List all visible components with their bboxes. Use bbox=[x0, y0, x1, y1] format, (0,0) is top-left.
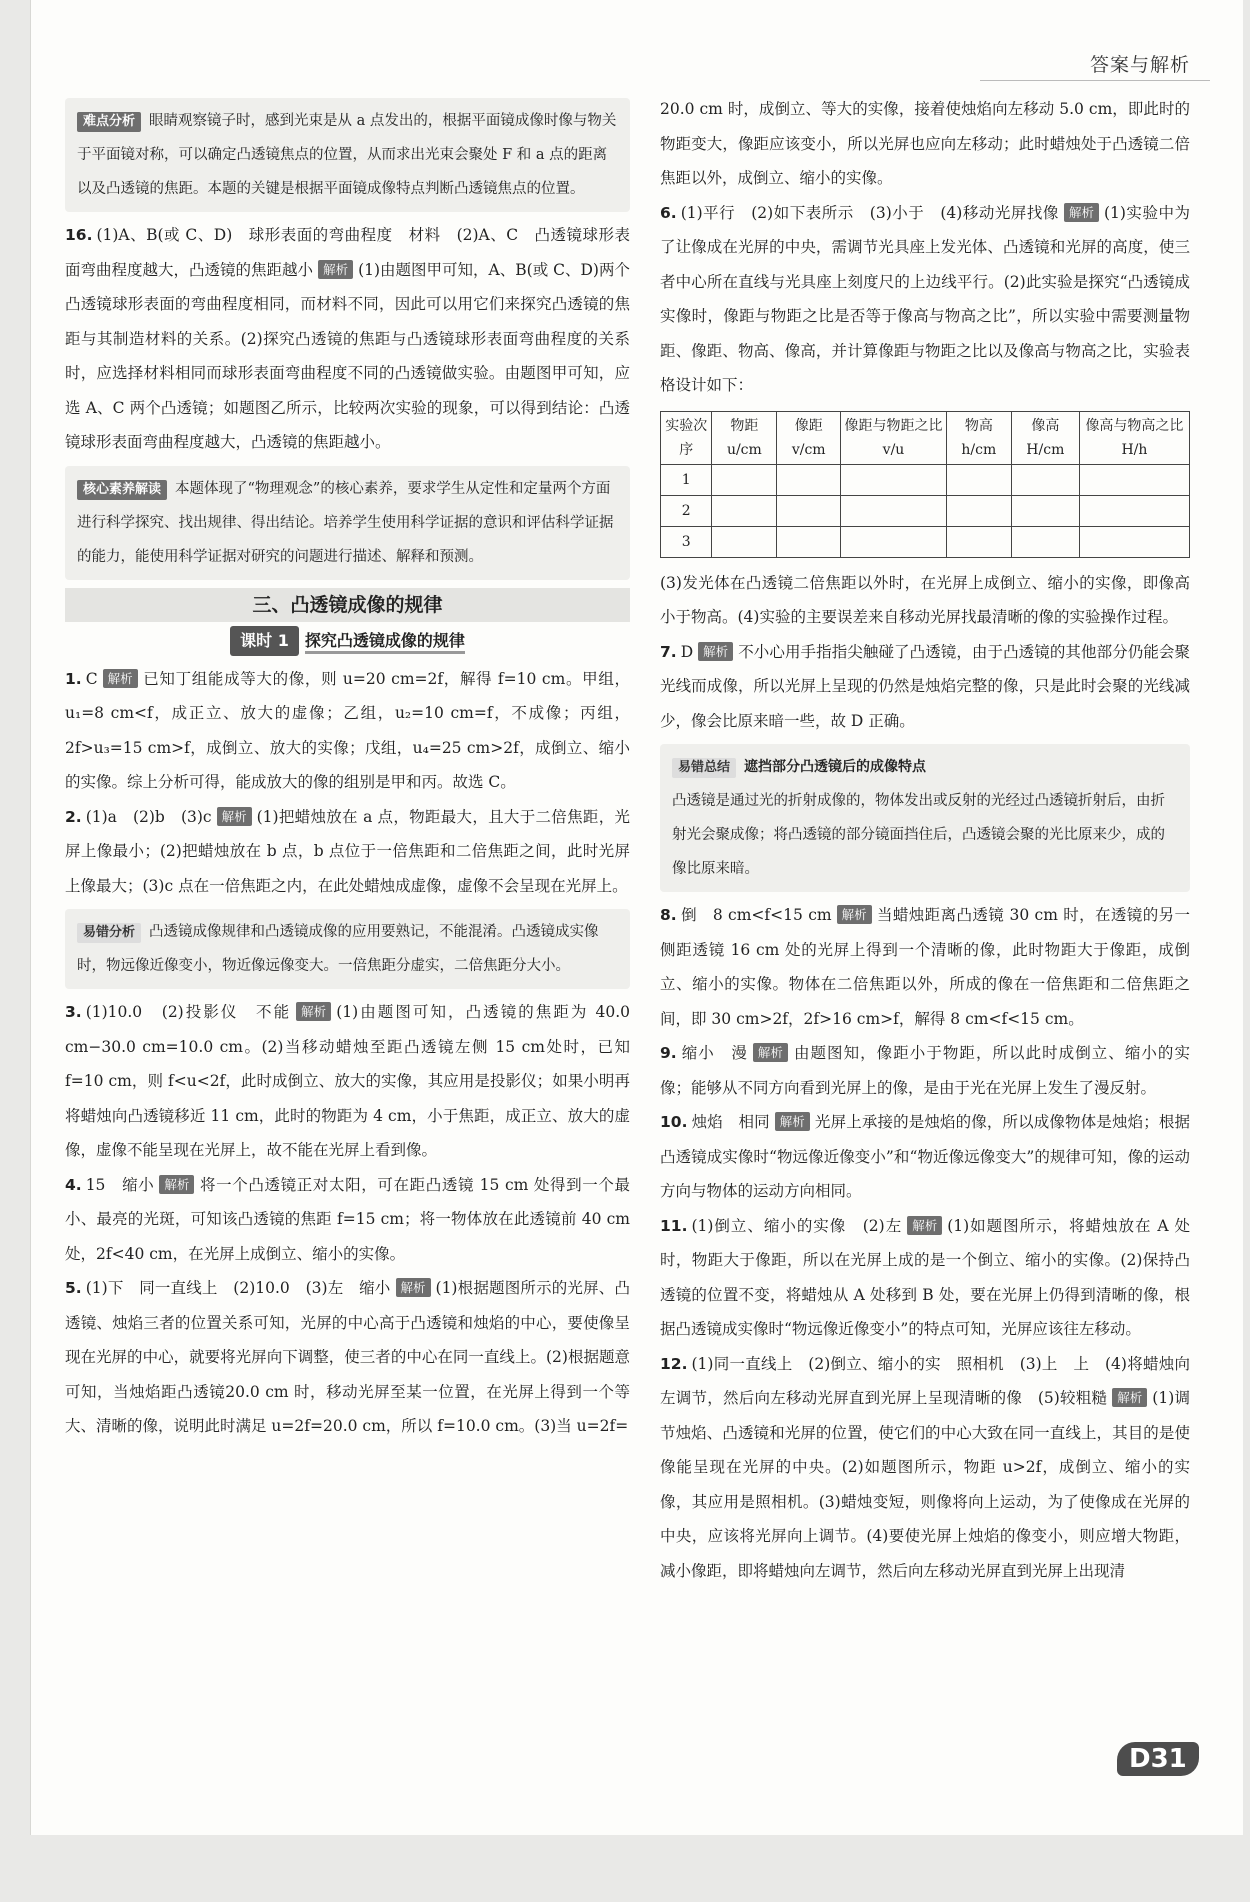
question-number: 16. bbox=[65, 226, 93, 244]
question-number: 8. bbox=[660, 906, 677, 924]
table-header-cell: 像高与物高之比 H/h bbox=[1079, 411, 1189, 464]
question-number: 11. bbox=[660, 1216, 688, 1235]
core-literacy-label: 核心素养解读 bbox=[77, 480, 167, 500]
question-9 bbox=[660, 1036, 1190, 1105]
table-cell bbox=[1079, 495, 1189, 526]
question-answer: 缩小 漫 bbox=[680, 1044, 748, 1062]
lesson-title: 探究凸透镜成像的规律 bbox=[305, 631, 465, 654]
table-cell bbox=[712, 464, 777, 495]
lesson-heading bbox=[65, 626, 630, 656]
table-cell bbox=[712, 495, 777, 526]
question-analysis: (1)由题图甲可知，A、B(或 C、D)两个凸透镜球形表面的弯曲程度相同，而材料不同，因此可以用它们来探究凸透镜的焦距与其制造材料的关系。(2)探究凸透镜的焦距与凸透镜球形表面弯曲程度的关系时，应选择材料相同而球形表面弯曲程度不同的凸透镜做实验。由题图甲可知，应选 A、C 两个凸透镜；如题图乙所示，比较两次实验的现象，可以得到结论：凸透镜球形表面弯曲程度越大，凸透镜的焦距越小。 bbox=[65, 260, 630, 451]
question-number: 10. bbox=[660, 1113, 688, 1131]
core-literacy-box bbox=[65, 466, 630, 580]
table-cell bbox=[712, 526, 777, 557]
analysis-tag: 解析 bbox=[907, 1216, 942, 1235]
table-cell bbox=[777, 526, 841, 557]
question-analysis: 当蜡烛距离凸透镜 30 cm 时，在透镜的另一侧距透镜 16 cm 处的光屏上得到一个清晰的像，此时物距大于像距，成倒立、缩小的实像。物体在二倍焦距以外，所成的像在一倍焦距和二倍焦距之间，即 30 cm>2f，2f>16 cm>f，解得 8 cm<f<15 cm。 bbox=[660, 906, 1190, 1028]
question-analysis: 光屏上承接的是烛焰的像，所以成像物体是烛焰；根据凸透镜成实像时“物远像近像变小”和“物近像远像变大”的规律可知，像的运动方向与物体的运动方向相同。 bbox=[660, 1113, 1190, 1200]
page-number: D31 bbox=[1117, 1742, 1199, 1776]
question-7 bbox=[660, 635, 1190, 739]
table-cell bbox=[841, 495, 947, 526]
lesson-tag: 课时 1 bbox=[230, 626, 299, 656]
table-cell bbox=[841, 526, 947, 557]
question-6-analysis-continued: (3)发光体在凸透镜二倍焦距以外时，在光屏上成倒立、缩小的实像，即像高小于物高。(4)实验的主要误差来自移动光屏找最清晰的像的实验操作过程。 bbox=[660, 573, 1190, 626]
error-summary-box bbox=[660, 744, 1190, 892]
analysis-tag: 解析 bbox=[296, 1002, 331, 1021]
table-cell bbox=[1011, 526, 1079, 557]
analysis-tag: 解析 bbox=[396, 1278, 431, 1297]
difficulty-analysis-box bbox=[65, 98, 630, 212]
question-analysis: 不小心用手指指尖触碰了凸透镜，由于凸透镜的其他部分仍能会聚光线而成像，所以光屏上呈现的仍然是烛焰完整的像，只是此时会聚的光线减少，像会比原来暗一些，故 D 正确。 bbox=[660, 642, 1190, 730]
analysis-tag: 解析 bbox=[159, 1175, 194, 1194]
table-cell bbox=[946, 526, 1011, 557]
right-column bbox=[660, 92, 1190, 1588]
table-header-cell: 像高 H/cm bbox=[1011, 411, 1079, 464]
question-answer: (1)10.0 (2)投影仪 不能 bbox=[85, 1003, 292, 1021]
question-answer: (1)平行 (2)如下表所示 (3)小于 (4)移动光屏找像 bbox=[680, 203, 1059, 222]
question-analysis: (1)如题图所示，将蜡烛放在 A 处时，物距大于像距，所以在光屏上成的是一个倒立、缩小的实像。(2)保持凸透镜的位置不变，将蜡烛从 A 处移到 B 处，要在光屏上仍得到清晰的像，根据凸透镜成实像时“物远像近像变小”的特点可知，光屏应该往左移动。 bbox=[660, 1216, 1190, 1338]
table-header-cell: 像距 v/cm bbox=[777, 411, 841, 464]
error-summary-label: 易错总结 bbox=[672, 758, 736, 778]
question-number: 6. bbox=[660, 203, 677, 222]
question-number: 4. bbox=[65, 1175, 82, 1194]
question-answer: (1)同一直线上 (2)倒立、缩小的实 照相机 (3)上 上 (4)将蜡烛向左调节，然后向左移动光屏直到光屏上呈现清晰的像 (5)较粗糙 bbox=[660, 1354, 1190, 1407]
question-answer: (1)A、B(或 C、D) 球形表面的弯曲程度 材料 (2)A、C 凸透镜球形表面弯曲程度越大，凸透镜的焦距越小 bbox=[65, 226, 630, 279]
analysis-tag: 解析 bbox=[217, 807, 252, 826]
table-header-cell: 物距 u/cm bbox=[712, 411, 777, 464]
question-number: 5. bbox=[65, 1279, 82, 1297]
table-header-cell: 物高 h/cm bbox=[946, 411, 1011, 464]
difficulty-analysis-label: 难点分析 bbox=[77, 112, 141, 132]
table-cell: 1 bbox=[661, 464, 712, 495]
question-number: 7. bbox=[660, 642, 677, 661]
table-cell bbox=[841, 464, 947, 495]
table-header-cell: 像距与物距之比 v/u bbox=[841, 411, 947, 464]
error-summary-title: 遮挡部分凸透镜后的成像特点 bbox=[744, 759, 927, 775]
core-literacy-text: 本题体现了“物理观念”的核心素养，要求学生从定性和定量两个方面进行科学探究、找出规律、得出结论。培养学生使用科学证据的意识和评估科学证据的能力，能使用科学证据对研究的问题进行描述、解释和预测。 bbox=[77, 480, 614, 565]
table-cell bbox=[1079, 526, 1189, 557]
question-analysis: 由题图知，像距小于物距，所以此时成倒立、缩小的实像；能够从不同方向看到光屏上的像，是由于光在光屏上发生了漫反射。 bbox=[660, 1044, 1190, 1097]
question-5-continued: 20.0 cm 时，成倒立、等大的实像，接着使烛焰向左移动 5.0 cm，即此时的物距变大，像距应该变小，所以光屏也应向左移动；此时蜡烛处于凸透镜二倍焦距以外，成倒立、缩小的实像。 bbox=[660, 100, 1190, 187]
question-answer: D bbox=[680, 642, 694, 661]
question-answer: 烛焰 相同 bbox=[691, 1113, 770, 1131]
analysis-tag: 解析 bbox=[698, 642, 733, 661]
table-cell: 2 bbox=[661, 495, 712, 526]
error-summary-text: 凸透镜是通过光的折射成像的，物体发出或反射的光经过凸透镜折射后，由折射光会聚成像；将凸透镜的部分镜面挡住后，凸透镜会聚的光比原来少，成的像比原来暗。 bbox=[672, 793, 1165, 877]
table-cell bbox=[1011, 464, 1079, 495]
question-answer: 倒 8 cm<f<15 cm bbox=[680, 906, 832, 924]
question-number: 9. bbox=[660, 1044, 677, 1062]
table-row bbox=[661, 495, 1190, 526]
table-cell bbox=[946, 495, 1011, 526]
question-answer: C bbox=[85, 669, 98, 688]
page-header-title: 答案与解析 bbox=[1089, 54, 1190, 76]
question-answer: (1)倒立、缩小的实像 (2)左 bbox=[691, 1216, 903, 1235]
table-row bbox=[661, 526, 1190, 557]
question-5 bbox=[65, 1271, 630, 1444]
table-cell bbox=[1011, 495, 1079, 526]
left-column bbox=[65, 92, 630, 1444]
analysis-tag: 解析 bbox=[103, 669, 138, 688]
analysis-tag: 解析 bbox=[318, 260, 353, 279]
question-12 bbox=[660, 1347, 1190, 1589]
question-2 bbox=[65, 800, 630, 904]
question-analysis: (1)把蜡烛放在 a 点，物距最大，且大于二倍焦距，光屏上像最小；(2)把蜡烛放在 b 点，b 点位于一倍焦距和二倍焦距之间，此时光屏上像最大；(3)c 点在一倍焦距之内，在此处蜡烛成虚像，虚像不会呈现在光屏上。 bbox=[65, 807, 630, 895]
question-analysis: 已知丁组能成等大的像，则 u=20 cm=2f，解得 f=10 cm。甲组，u₁=8 cm<f，成正立、放大的虚像；乙组，u₂=10 cm=f，不成像；丙组，2f>u₃=15 cm>f，成倒立、放大的实像；戊组，u₄=25 cm>2f，成倒立、缩小的实像。综上分析可得，能成放大的像的组别是甲和丙。故选 C。 bbox=[65, 669, 630, 791]
question-analysis: 将一个凸透镜正对太阳，可在距凸透镜 15 cm 处得到一个最小、最亮的光斑，可知该凸透镜的焦距 f=15 cm；将一物体放在此透镜前 40 cm 处，2f<40 cm，在光屏上成倒立、缩小的实像。 bbox=[65, 1175, 630, 1263]
analysis-tag: 解析 bbox=[1064, 203, 1099, 222]
question-analysis: (1)由题图可知，凸透镜的焦距为 40.0 cm−30.0 cm=10.0 cm。(2)当移动蜡烛至距凸透镜左侧 15 cm处时，已知 f=10 cm，则 f<u<2f，此时成倒立、放大的实像，其应用是投影仪；如果小明再将蜡烛向凸透镜移近 11 cm，此时的物距为 4 cm，小于焦距，成正立、放大的虚像，虚像不能呈现在光屏上，故不能在光屏上看到像。 bbox=[65, 1003, 630, 1159]
table-cell bbox=[946, 464, 1011, 495]
question-number: 2. bbox=[65, 807, 82, 826]
table-cell bbox=[1079, 464, 1189, 495]
table-cell bbox=[777, 495, 841, 526]
header-rule bbox=[980, 80, 1210, 81]
table-header-row bbox=[661, 411, 1190, 464]
experiment-table bbox=[660, 411, 1190, 558]
question-analysis: (1)实验中为了让像成在光屏的中央，需调节光具座上发光体、凸透镜和光屏的高度，使三者中心所在直线与光具座上刻度尺的上边线平行。(2)此实验是探究“凸透镜成实像时，像距与物距之比是否等于像高与物高之比”，所以实验中需要测量物距、像距、物高、像高，并计算像距与物距之比以及像高与物高之比，实验表格设计如下： bbox=[660, 203, 1190, 394]
question-answer: (1)下 同一直线上 (2)10.0 (3)左 缩小 bbox=[85, 1279, 391, 1297]
question-3 bbox=[65, 995, 630, 1168]
question-analysis: (1)调节烛焰、凸透镜和光屏的位置，使它们的中心大致在同一直线上，其目的是使像能呈现在光屏的中央。(2)如题图所示，物距 u>2f，成倒立、缩小的实像，其应用是照相机。(3)蜡烛变短，则像将向上运动，为了使像成在光屏的中央，应该将光屏向上调节。(4)要使光屏上烛焰的像变小，则应增大物距，减小像距，即将蜡烛向左调节，然后向左移动光屏直到光屏上出现清 bbox=[660, 1389, 1190, 1580]
question-number: 1. bbox=[65, 669, 82, 688]
question-answer: 15 缩小 bbox=[85, 1175, 155, 1194]
error-analysis-label: 易错分析 bbox=[77, 923, 141, 943]
question-1 bbox=[65, 662, 630, 800]
question-number: 3. bbox=[65, 1003, 82, 1021]
table-cell bbox=[777, 464, 841, 495]
section-title: 三、凸透镜成像的规律 bbox=[65, 588, 630, 622]
analysis-tag: 解析 bbox=[837, 905, 872, 924]
question-10 bbox=[660, 1105, 1190, 1209]
question-number: 12. bbox=[660, 1354, 688, 1373]
analysis-tag: 解析 bbox=[1112, 1388, 1147, 1407]
analysis-tag: 解析 bbox=[775, 1112, 810, 1131]
table-header-cell: 实验次序 bbox=[661, 411, 712, 464]
difficulty-analysis-text: 眼睛观察镜子时，感到光束是从 a 点发出的，根据平面镜成像时像与物关于平面镜对称，可以确定凸透镜焦点的位置，从而求出光束会聚处 F 和 a 点的距离以及凸透镜的焦距。本题的关键是根据平面镜成像特点判断凸透镜焦点的位置。 bbox=[77, 113, 617, 197]
question-6 bbox=[660, 196, 1190, 403]
table-row bbox=[661, 464, 1190, 495]
analysis-tag: 解析 bbox=[753, 1043, 788, 1062]
question-answer: (1)a (2)b (3)c bbox=[85, 807, 212, 826]
question-analysis: (1)根据题图所示的光屏、凸透镜、烛焰三者的位置关系可知，光屏的中心高于凸透镜和烛焰的中心，要使像呈现在光屏的中心，就要将光屏向下调整，使三者的中心在同一直线上。(2)根据题意可知，当烛焰距凸透镜20.0 cm 时，移动光屏至某一位置，在光屏上得到一个等大、清晰的像，说明此时满足 u=2f=20.0 cm，所以 f=10.0 cm。(3)当 u=2f= bbox=[65, 1279, 630, 1435]
question-16 bbox=[65, 218, 630, 460]
question-11 bbox=[660, 1209, 1190, 1347]
error-analysis-text: 凸透镜成像规律和凸透镜成像的应用要熟记，不能混淆。凸透镜成实像时，物远像近像变小，物近像远像变大。一倍焦距分虚实，二倍焦距分大小。 bbox=[77, 924, 599, 974]
question-4 bbox=[65, 1168, 630, 1272]
error-analysis-box bbox=[65, 909, 630, 989]
question-8 bbox=[660, 898, 1190, 1036]
table-cell: 3 bbox=[661, 526, 712, 557]
